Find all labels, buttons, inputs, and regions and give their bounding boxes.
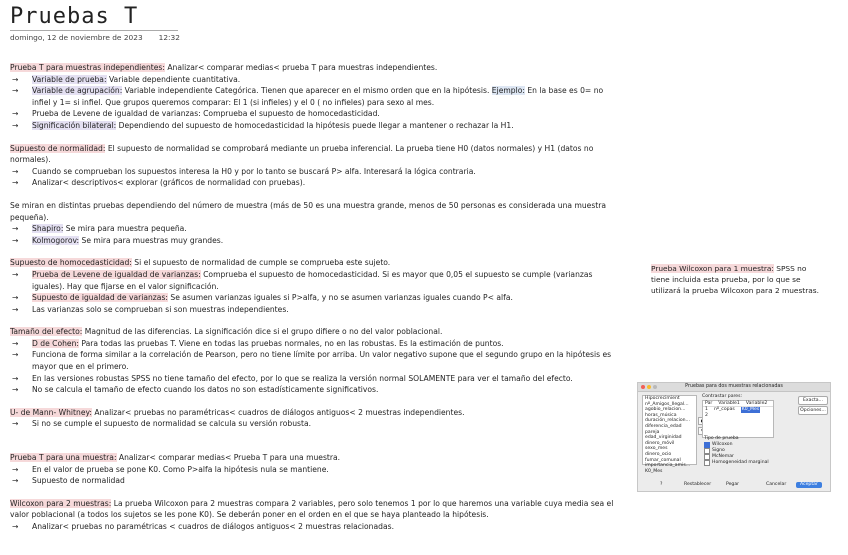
checkbox-label: McNemar [712, 454, 734, 459]
paste-button: Pegar [726, 482, 740, 487]
dialog-title: Pruebas para dos muestras relacionadas [685, 384, 783, 389]
bullet-one-sample-2 [10, 475, 622, 487]
bullet-variance-independent [10, 304, 622, 316]
bullet-shapiro [10, 223, 622, 235]
page-date: domingo, 12 de noviembre de 2023 [10, 33, 143, 42]
note-body [10, 62, 622, 533]
side-note-label: Prueba Wilcoxon para 1 muestra: [651, 264, 774, 273]
title-underline [10, 30, 178, 31]
section-homoscedasticity [10, 257, 622, 269]
page-meta [10, 33, 180, 42]
pair-cell: nº_copas [713, 407, 735, 412]
reset-button: Restablecer [684, 482, 712, 487]
label-levene-2: Prueba de Levene de igualdad de varianzas: [32, 269, 201, 279]
section-independent-t [10, 62, 622, 74]
section-sample-size [10, 200, 622, 223]
label-effect-size: Tamaño del efecto: [10, 327, 83, 337]
variable-item: sexo_mes [645, 446, 668, 452]
text-pearson: Funciona de forma similar a la correlación de Pearson, pero no tiene límite por arriba. Un valor negativo supone que el segundo grupo en la hipótesis es mayor que en el primero. [32, 350, 612, 372]
page-time: 12:32 [158, 33, 180, 42]
pairs-header-cell: Variable2 [745, 401, 768, 406]
checkbox-label: Signo [712, 448, 725, 453]
text-sample-size: Se miran en distintas pruebas dependiendo del número de muestra (más de 50 es una muestra grande, menos de 50 personas es considerada una muestra pequeña). [10, 200, 607, 222]
variable-item: dinero_ocio [645, 451, 672, 457]
text-effect-size: Magnitud de las diferencias. La significación dice si el grupo difiere o no del valor poblacional. [82, 327, 443, 337]
label-mann-whitney: U- de Mann- Whitney: [10, 407, 92, 417]
text-one-sample: Analizar< comparar medias< Prueba T para una muestra. [116, 453, 341, 463]
test-type-label: Tipo de prueba [704, 436, 739, 441]
text-mann-whitney-b1: Si no se cumple el supuesto de normalidad se calcula su versión robusta. [32, 419, 312, 429]
dialog-footer [638, 480, 830, 490]
text-significance: Dependiendo del supuesto de homocedasticidad la hipótesis puede llegar a mantener o rechazar la H1. [116, 120, 514, 130]
exact-button: Exacta... [798, 396, 828, 405]
variable-item: K0_Mes [645, 468, 663, 474]
variable-item: edad_virginidad [645, 435, 682, 441]
text-shapiro: Se mira para muestra pequeña. [63, 224, 187, 234]
pair-cell: 2 [705, 412, 708, 418]
test-type-group [704, 436, 780, 474]
text-homoscedasticity: Si el supuesto de normalidad de cumple se comprueba este sujeto. [131, 258, 391, 268]
bullet-kolmogorov [10, 235, 622, 247]
section-normality [10, 143, 622, 166]
text-variance-equality: Se asumen varianzas iguales si P>alfa, y no se asumen varianzas iguales cuando P< alfa. [167, 293, 513, 303]
text-independent-t: Analizar< comparar medias< prueba T para muestras independientes. [164, 63, 438, 72]
variable-item: dinero_móvil [645, 440, 675, 446]
label-one-sample: Prueba T para una muestra: [10, 453, 117, 463]
bullet-grouping-variable [10, 85, 622, 108]
text-kolmogorov: Se mira para muestras muy grandes. [79, 235, 224, 245]
section-mann-whitney [10, 407, 622, 419]
text-variance-independent: Las varianzas solo se comprueban si son muestras independientes. [32, 304, 289, 314]
text-grouping-variable-a: Variable independiente Categórica. Tienen que aparecer en el mismo orden que en la hipótesis. [122, 86, 492, 96]
dialog-titlebar [638, 383, 830, 392]
label-example: Ejemplo: [491, 86, 525, 96]
text-normality: El supuesto de normalidad se comprobará mediante un prueba inferencial. La prueba tiene H0 (datos normales) y H1 (datos no normales). [10, 143, 594, 165]
side-note [651, 263, 821, 296]
options-button: Opciones... [798, 406, 828, 415]
bullet-significance [10, 120, 622, 132]
text-grouping-variable-b: En la base es 0= no infiel y 1= si infiel. Que grupos queremos comparar: El 1 (si infieles) y el 0 ( no infieles) para sexo al mes. [32, 86, 604, 107]
pairs-table [702, 400, 774, 438]
section-one-sample [10, 452, 622, 464]
bullet-robust [10, 373, 622, 385]
checkbox-marginal [704, 460, 780, 466]
label-normality: Supuesto de normalidad: [10, 143, 106, 153]
bullet-test-variable [10, 74, 622, 86]
accept-button: Aceptar [796, 482, 822, 488]
bullet-levene [10, 108, 622, 120]
text-wilcoxon-b1: Analizar< pruebas no paramétricas < cuadros de diálogos antiguos< 2 muestras relacionadas. [32, 522, 394, 531]
variable-item: fumar_comunal [645, 457, 681, 463]
text-levene-2: Comprueba el supuesto de homocedasticidad. Si es mayor que 0,05 el supuesto se cumple (varianzas iguales). Hay que fijarse en el valor significación. [32, 269, 593, 291]
text-test-variable: Variable dependiente cuantitativa. [106, 74, 241, 84]
variable-item: Hipocrecimient [645, 396, 680, 401]
text-one-sample-2: Supuesto de normalidad [32, 476, 125, 486]
pairs-label: Contrastar pares: [702, 394, 743, 399]
text-robust: En las versiones robustas SPSS no tiene tamaño del efecto, por lo que se realiza la versión normal SOLAMENTE para ver el tamaño del efecto. [32, 373, 573, 383]
label-wilcoxon: Wilcoxon para 2 muestras: [10, 498, 112, 508]
checkbox-label: Homogeneidad marginal [712, 460, 769, 465]
pair-row [703, 413, 773, 419]
label-independent-t: Prueba T para muestras independientes: [10, 63, 165, 72]
bullet-normality-2 [10, 177, 622, 189]
text-cohen: Para todas las pruebas T. Viene en todas las pruebas normales, no en las robustas. Es la estimación de puntos. [78, 338, 504, 348]
checkbox-icon [704, 460, 710, 466]
variable-item: agobio_relacion... [645, 407, 686, 413]
bullet-mann-whitney [10, 418, 622, 430]
variable-item: pareja [645, 429, 660, 435]
bullet-pearson [10, 349, 622, 372]
bullet-levene-2 [10, 269, 622, 292]
side-note-text: SPSS no tiene incluida esta prueba, por lo que se utilizará la prueba Wilcoxon para 2 muestras. [651, 264, 819, 295]
label-homoscedasticity: Supuesto de homocedasticidad: [10, 258, 132, 268]
text-mann-whitney: Analizar< pruebas no paramétricas< cuadros de diálogos antiguos< 2 muestras independientes. [92, 407, 465, 417]
label-kolmogorov: Kolmogorov: [32, 235, 80, 245]
text-levene: Prueba de Levene de igualdad de varianzas: Comprueba el supuesto de homocedasticidad. [32, 109, 380, 119]
variable-item: importancia_amis... [645, 463, 691, 469]
variable-item: diferencia_edad [645, 423, 682, 429]
label-variance-equality: Supuesto de igualdad de varianzas: [32, 293, 168, 303]
spss-dialog-screenshot [637, 382, 831, 492]
variable-list [642, 395, 697, 474]
bullet-wilcoxon [10, 521, 622, 533]
text-no-effect: No se calcula el tamaño de efecto cuando los datos no son estadísticamente significativos. [32, 385, 379, 395]
cancel-button: Cancelar [766, 482, 787, 487]
pairs-header-cell: Variable1 [718, 401, 740, 406]
bullet-one-sample-1 [10, 464, 622, 476]
label-significance: Significación bilateral: [32, 120, 117, 130]
section-effect-size [10, 326, 622, 338]
text-normality-2: Analizar< descriptivos< explorar (gráficos de normalidad con pruebas). [32, 178, 306, 188]
variable-item: nº_Amigos_Ilegal... [645, 401, 689, 407]
bullet-variance-equality [10, 292, 622, 304]
bullet-no-effect [10, 384, 622, 396]
help-button: ? [660, 482, 663, 487]
label-shapiro: Shapiro: [32, 224, 64, 234]
pair-cell: 1 [705, 407, 708, 412]
text-normality-1: Cuando se comprueban los supuestos interesa la H0 y por lo tanto se buscará P> alfa. Interesará la lógica contraria. [32, 166, 476, 176]
pair-cell-selected: K0_Mes [741, 407, 760, 412]
label-test-variable: Variable de prueba: [32, 74, 107, 84]
pairs-header-cell: Par [705, 401, 713, 406]
text-wilcoxon: La prueba Wilcoxon para 2 muestras compara 2 variables, pero solo tenemos 1 por lo que haremos una variable cuya media sea el valor poblacional (a todos los sujetos se les pone K0). Se deberán poner en el orden en el que se haya planteado la hipótesis. [10, 498, 614, 520]
text-one-sample-1: En el valor de prueba se pone K0. Como P>alfa la hipótesis nula se mantiene. [32, 464, 329, 474]
section-wilcoxon [10, 498, 622, 521]
variable-item: horas_música [645, 412, 677, 418]
label-grouping-variable: Variable de agrupación: [32, 86, 123, 96]
checkbox-label: Wilcoxon [712, 442, 733, 447]
variable-item: duración_relacion... [645, 418, 690, 424]
page-title: Pruebas T [10, 4, 139, 29]
bullet-normality-1 [10, 166, 622, 178]
bullet-cohen [10, 338, 622, 350]
label-cohen: D de Cohen: [32, 338, 79, 348]
